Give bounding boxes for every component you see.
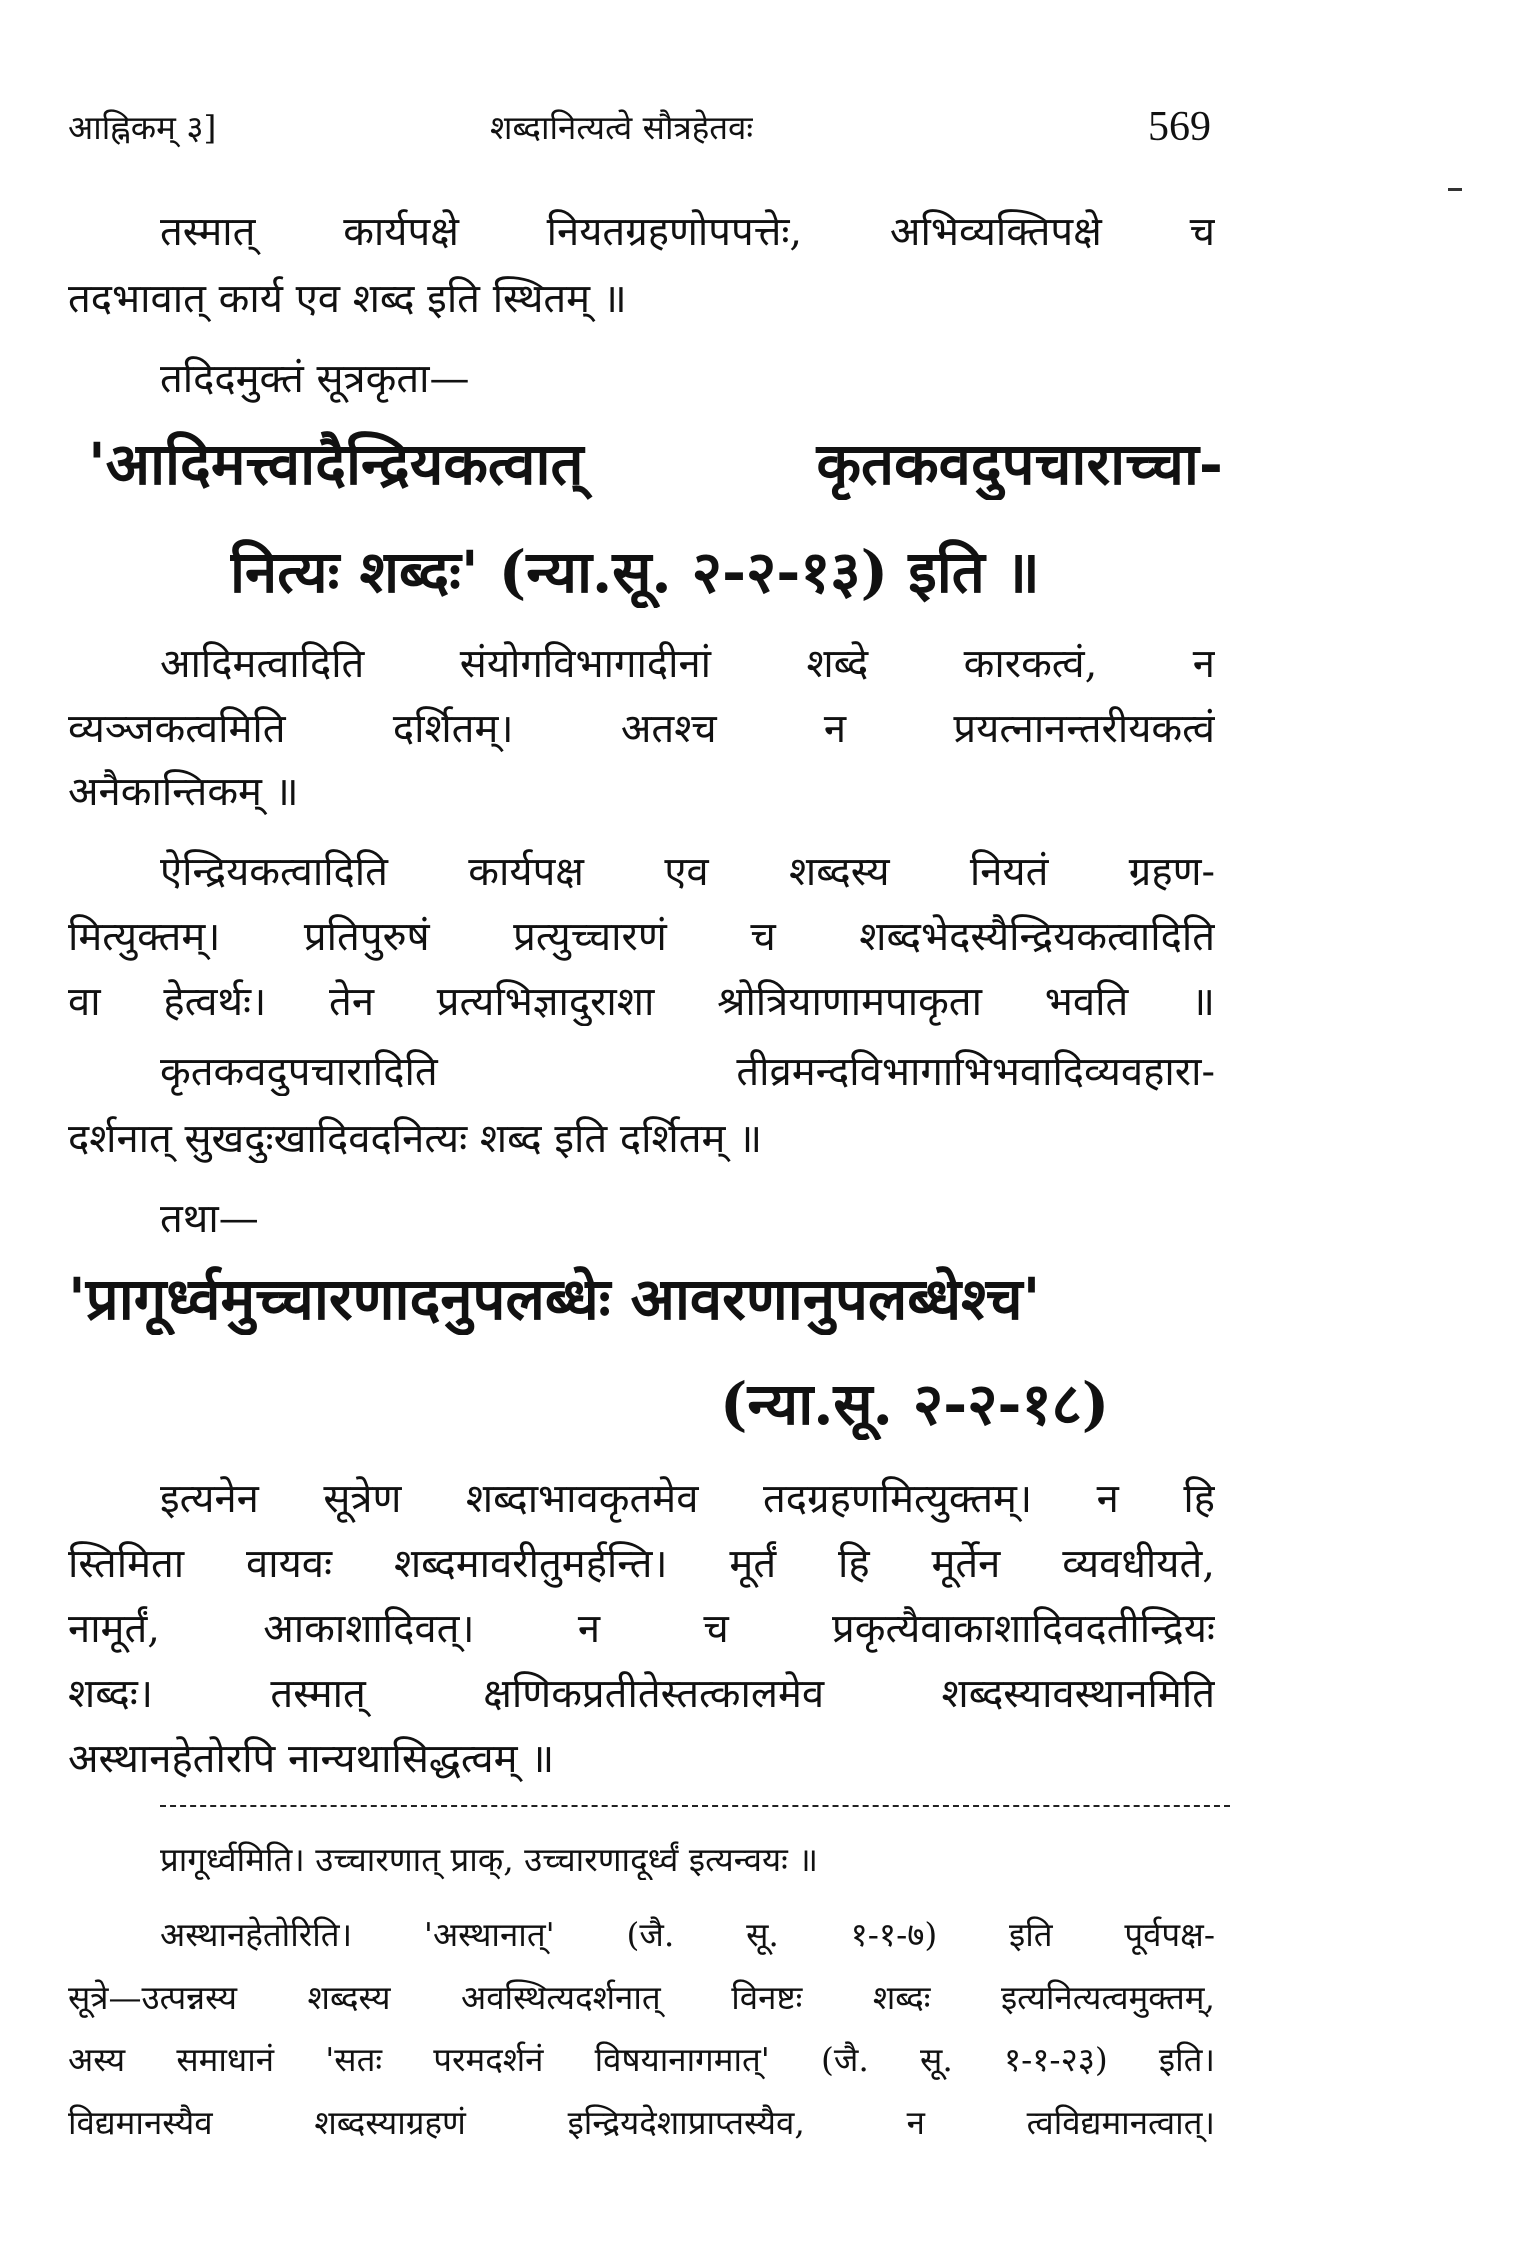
text-line: वा हेत्वर्थः। तेन प्रत्यभिज्ञादुराशा श्रोत्रियाणामपाकृता भवति ॥ <box>68 979 1215 1025</box>
text-line: ऐन्द्रियकत्वादिति कार्यपक्ष एव शब्दस्य नियतं ग्रहण- <box>160 849 1215 895</box>
sutra-line: नित्यः शब्दः' (न्या.सू. २-२-१३) इति ॥ <box>230 538 1040 606</box>
text-line: तदिदमुक्तं सूत्रकृता— <box>160 356 470 402</box>
footnote-line: प्रागूर्ध्वमिति। उच्चारणात् प्राक्, उच्चारणादूर्ध्वं इत्यन्वयः ॥ <box>160 1840 819 1879</box>
footnote-line: सूत्रे—उत्पन्नस्य शब्दस्य अवस्थित्यदर्शनात् विनष्टः शब्दः इत्यनित्यत्वमुक्तम्, <box>68 1978 1215 2017</box>
text-line: आदिमत्वादिति संयोगविभागादीनां शब्दे कारकत्वं, न <box>160 641 1215 687</box>
margin-mark <box>1448 188 1462 191</box>
sutra-reference: (न्या.सू. २-२-१८) <box>720 1370 1110 1438</box>
footnote-line: अस्य समाधानं 'सतः परमदर्शनं विषयानागमात्' (जै. सू. १-१-२३) इति। <box>68 2040 1215 2079</box>
text-line: स्तिमिता वायवः शब्दमावरीतुमर्हन्ति। मूर्तं हि मूर्तेन व्यवधीयते, <box>68 1541 1215 1587</box>
running-header-left: आह्निकम् ३] <box>68 108 217 147</box>
text-line: शब्दः। तस्मात् क्षणिकप्रतीतेस्तत्कालमेव शब्दस्यावस्थानमिति <box>68 1671 1215 1717</box>
footnote-separator <box>160 1805 1230 1807</box>
text-line: अनैकान्तिकम् ॥ <box>68 769 299 815</box>
text-line: अस्थानहेतोरपि नान्यथासिद्धत्वम् ॥ <box>68 1736 555 1782</box>
text-line: मित्युक्तम्। प्रतिपुरुषं प्रत्युच्चारणं च शब्दभेदस्यैन्द्रियकत्वादिति <box>68 914 1215 960</box>
text-line: तस्मात् कार्यपक्षे नियतग्रहणोपपत्तेः, अभिव्यक्तिपक्षे च <box>160 209 1215 255</box>
text-line: इत्यनेन सूत्रेण शब्दाभावकृतमेव तदग्रहणमित्युक्तम्। न हि <box>160 1476 1215 1522</box>
footnote-line: विद्यमानस्यैव शब्दस्याग्रहणं इन्द्रियदेशाप्राप्तस्यैव, न त्वविद्यमानत्वात्। <box>68 2103 1215 2142</box>
running-header-title: शब्दानित्यत्वे सौत्रहेतवः <box>490 108 754 147</box>
sutra-line: 'आदिमत्त्वादैन्द्रियकत्वात् कृतकवदुपचाराच्चा- <box>88 430 1223 498</box>
text-line: दर्शनात् सुखदुःखादिवदनित्यः शब्द इति दर्शितम् ॥ <box>68 1116 763 1162</box>
text-line: नामूर्तं, आकाशादिवत्। न च प्रकृत्यैवाकाशादिवदतीन्द्रियः <box>68 1606 1215 1652</box>
text-line: तदभावात् कार्य एव शब्द इति स्थितम् ॥ <box>68 276 627 322</box>
page-number: 569 <box>1148 104 1211 150</box>
text-line: तथा— <box>160 1196 259 1242</box>
text-line: व्यञ्जकत्वमिति दर्शितम्। अतश्च न प्रयत्नानन्तरीयकत्वं <box>68 706 1215 752</box>
sutra-line: 'प्रागूर्ध्वमुच्चारणादनुपलब्धेः आवरणानुपलब्धेश्च' <box>68 1265 1041 1333</box>
footnote-line: अस्थानहेतोरिति। 'अस्थानात्' (जै. सू. १-१-७) इति पूर्वपक्ष- <box>160 1915 1215 1954</box>
text-line: कृतकवदुपचारादिति तीव्रमन्दविभागाभिभवादिव्यवहारा- <box>160 1049 1215 1095</box>
